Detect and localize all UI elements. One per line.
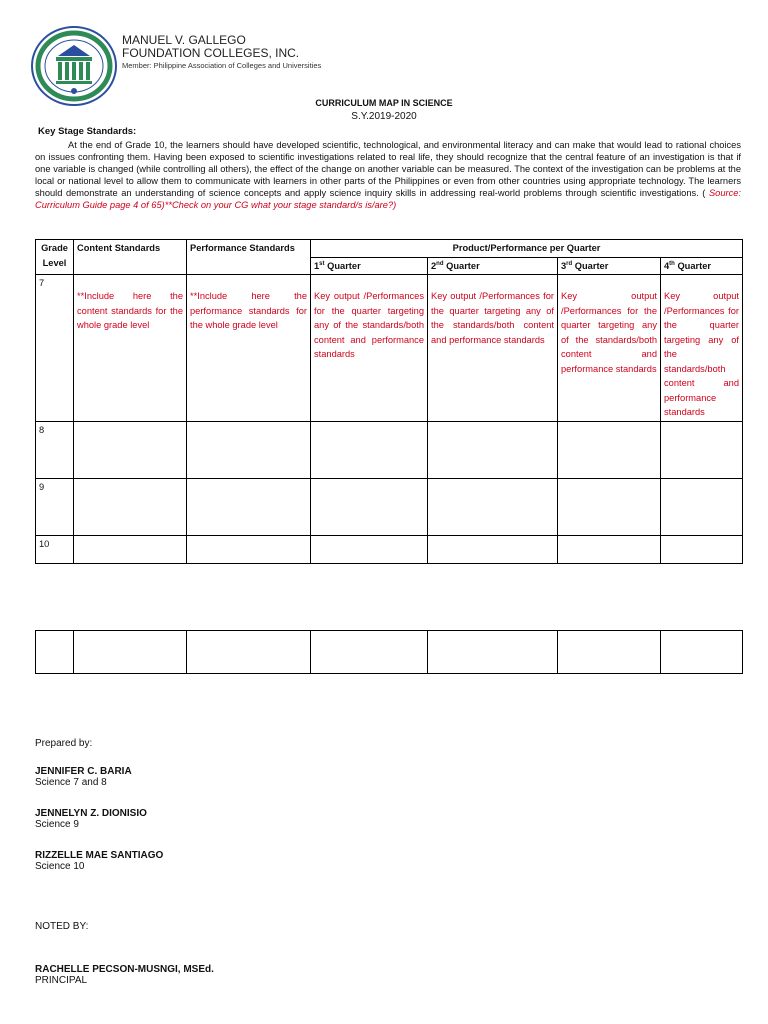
table-header-row — [36, 240, 743, 258]
key-stage-text: At the end of Grade 10, the learners should have developed scientific, technological, and environmental literacy and can make that would lead to rational choices on issues confronting them. Having been exposed to scientific investigations related to real life, they should recognize that the central feature of an investigation is that if one variable is changed (while controlling all others), the effect of the change on another variable can be measured. The context of the investigation can be problems at the local or national level to allow them to communicate with learners in other parts of the Philippines or even from other countries using appropriate technology. The learners should demonstrate an understanding of science concepts and apply science inquiry skills in addressing real-world problems through scientific investigations. ( — [35, 140, 741, 199]
q1-cell — [311, 478, 428, 535]
performance-standards-cell — [187, 421, 311, 478]
signatory-name: JENNELYN Z. DIONISIO — [35, 808, 147, 819]
blank-cell — [661, 631, 743, 674]
noted-by-label: NOTED BY: — [35, 921, 89, 932]
grade-cell: 9 — [36, 478, 74, 535]
institution-name — [122, 34, 299, 60]
content-standards-cell: **Include here the content standards for the whole grade level — [74, 275, 187, 422]
blank-cell — [36, 631, 74, 674]
q3-word: Quarter — [574, 260, 609, 271]
q2-cell — [428, 478, 558, 535]
header-product-performance: Product/Performance per Quarter — [311, 240, 743, 258]
membership-note: Member: Philippine Association of Colleges and Universities — [122, 61, 322, 70]
blank-cell — [428, 631, 558, 674]
grade-cell: 8 — [36, 421, 74, 478]
content-standards-cell — [74, 478, 187, 535]
blank-cell — [311, 631, 428, 674]
institution-seal-logo — [30, 25, 118, 107]
performance-standards-cell — [187, 535, 311, 563]
q4-number: 4 — [664, 260, 670, 271]
q4-cell — [661, 535, 743, 563]
signatory-block — [35, 850, 163, 872]
school-year: S.Y.2019-2020 — [351, 111, 417, 122]
q3-number: 3 — [561, 260, 567, 271]
key-stage-paragraph — [35, 139, 741, 212]
blank-table-row — [36, 631, 743, 674]
principal-block — [35, 964, 214, 986]
document-title: CURRICULUM MAP IN SCIENCE — [315, 98, 453, 108]
blank-table — [35, 630, 743, 674]
q3-cell — [558, 478, 661, 535]
q1-word: Quarter — [327, 260, 361, 271]
performance-standards-cell — [187, 478, 311, 535]
grade-cell: 10 — [36, 535, 74, 563]
q2-word: Quarter — [446, 260, 480, 271]
blank-cell — [558, 631, 661, 674]
q3-cell: Key output /Performances for the quarter targeting any of the standards/both content and performance standards — [558, 275, 661, 422]
q2-suffix: nd — [436, 260, 444, 267]
blank-cell — [187, 631, 311, 674]
q4-cell — [661, 478, 743, 535]
principal-name: RACHELLE PECSON-MUSNGI, MSEd. — [35, 964, 214, 975]
q4-cell — [661, 421, 743, 478]
institution-name-line2: FOUNDATION COLLEGES, INC. — [122, 46, 300, 60]
table-row — [36, 421, 743, 478]
signatory-block — [35, 808, 147, 830]
table-row — [36, 535, 743, 563]
q4-cell: Key output /Performances for the quarter targeting any of the standards/both content and performance standards — [661, 275, 743, 422]
q4-word: Quarter — [677, 260, 712, 271]
key-stage-heading: Key Stage Standards: — [38, 126, 137, 137]
q2-cell — [428, 535, 558, 563]
signatory-block — [35, 766, 132, 788]
header-grade-level: Grade Level — [36, 240, 74, 275]
q3-cell — [558, 421, 661, 478]
signatory-name: JENNIFER C. BARIA — [35, 766, 132, 777]
header-q1 — [311, 257, 428, 275]
q2-cell: Key output /Performances for the quarter targeting any of the standards/both content and performance standards — [428, 275, 558, 422]
q2-number: 2 — [431, 260, 437, 271]
q1-cell — [311, 421, 428, 478]
table-row — [36, 275, 743, 422]
curriculum-map-table — [35, 239, 743, 564]
q3-cell — [558, 535, 661, 563]
signatory-name: RIZZELLE MAE SANTIAGO — [35, 850, 164, 861]
prepared-by-label: Prepared by: — [35, 738, 93, 749]
content-standards-cell — [74, 535, 187, 563]
q4-suffix: th — [669, 260, 675, 267]
principal-role: PRINCIPAL — [35, 975, 88, 986]
institution-name-line1: MANUEL V. GALLEGO — [122, 33, 246, 47]
signatory-role: Science 10 — [35, 861, 85, 872]
q1-number: 1 — [314, 260, 320, 271]
header-q4 — [661, 257, 743, 275]
content-standards-cell — [74, 421, 187, 478]
q2-cell — [428, 421, 558, 478]
signatory-role: Science 7 and 8 — [35, 777, 107, 788]
q1-suffix: st — [319, 260, 325, 267]
grade-cell: 7 — [36, 275, 74, 422]
header-q3 — [558, 257, 661, 275]
q1-cell: Key output /Performances for the quarter targeting any of the standards/both content and performance standards — [311, 275, 428, 422]
source-note: Source: Curriculum Guide page 4 of 65)**Check on your CG what your stage standard/s is/are?) — [35, 188, 741, 211]
header-performance-standards: Performance Standards — [187, 240, 311, 275]
blank-cell — [74, 631, 187, 674]
signatory-role: Science 9 — [35, 819, 79, 830]
header-q2 — [428, 257, 558, 275]
table-row — [36, 478, 743, 535]
q3-suffix: rd — [566, 260, 573, 267]
header-content-standards: Content Standards — [74, 240, 187, 275]
q1-cell — [311, 535, 428, 563]
performance-standards-cell: **Include here the performance standards for the whole grade level — [187, 275, 311, 422]
